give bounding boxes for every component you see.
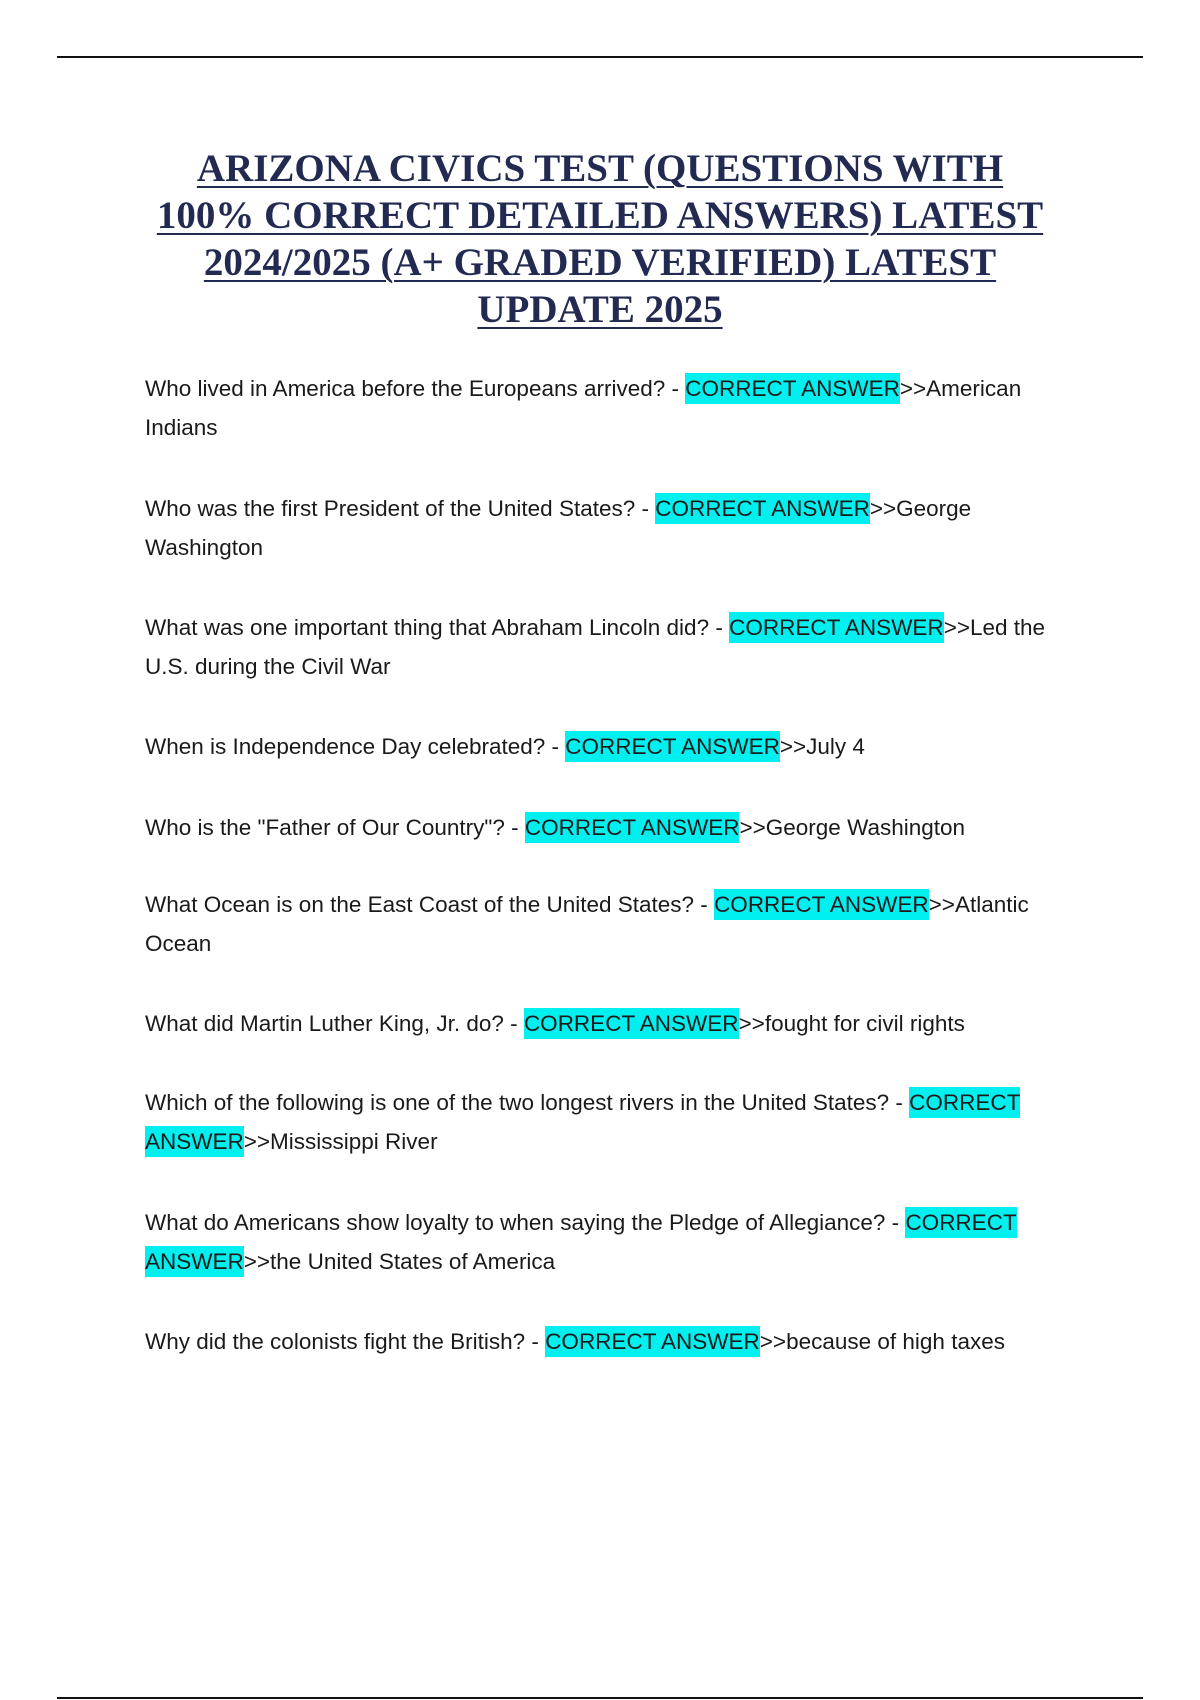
top-rule — [57, 56, 1143, 58]
answer-text: >>American Indians — [145, 376, 1022, 440]
question-text: What was one important thing that Abraham Lincoln did? - — [145, 615, 730, 640]
question-text: Who is the "Father of Our Country"? - — [145, 815, 525, 840]
question-text: Why did the colonists fight the British? - — [145, 1329, 546, 1354]
answer-text: >>July 4 — [779, 734, 865, 759]
correct-answer-highlight: CORRECT ANSWER — [655, 493, 870, 524]
answer-text: >>Led the U.S. during the Civil War — [145, 615, 1046, 679]
answer-text: >>Atlantic Ocean — [145, 892, 1029, 956]
bottom-rule — [57, 1697, 1143, 1699]
qa-item — [145, 489, 1075, 567]
correct-answer-highlight: CORRECT ANSWER — [145, 1207, 1017, 1277]
question-text: What do Americans show loyalty to when saying the Pledge of Allegiance? - — [145, 1210, 906, 1235]
answer-text: >>fought for civil rights — [738, 1011, 965, 1036]
answer-text: >>the United States of America — [243, 1249, 556, 1274]
answer-text: >>Mississippi River — [243, 1129, 438, 1154]
qa-item — [145, 369, 1075, 447]
qa-item — [145, 1322, 1075, 1361]
question-text: Who lived in America before the Europeans arrived? - — [145, 376, 686, 401]
correct-answer-highlight: CORRECT ANSWER — [685, 373, 900, 404]
title-line: 2024/2025 (A+ GRADED VERIFIED) LATEST — [203, 241, 997, 284]
question-text: Which of the following is one of the two longest rivers in the United States? - — [145, 1090, 910, 1115]
correct-answer-highlight: CORRECT ANSWER — [145, 1087, 1020, 1157]
title-line: 100% CORRECT DETAILED ANSWERS) LATEST — [156, 194, 1044, 237]
qa-item — [145, 1083, 1075, 1161]
qa-item — [145, 808, 1075, 847]
correct-answer-highlight: CORRECT ANSWER — [714, 889, 929, 920]
correct-answer-highlight: CORRECT ANSWER — [545, 1326, 760, 1357]
correct-answer-highlight: CORRECT ANSWER — [525, 812, 740, 843]
answer-text: >>because of high taxes — [759, 1329, 1005, 1354]
question-text: What Ocean is on the East Coast of the United States? - — [145, 892, 715, 917]
correct-answer-highlight: CORRECT ANSWER — [729, 612, 944, 643]
qa-item — [145, 727, 1075, 766]
correct-answer-highlight: CORRECT ANSWER — [565, 731, 780, 762]
title-line: ARIZONA CIVICS TEST (QUESTIONS WITH — [196, 147, 1004, 190]
document-title — [120, 145, 1080, 333]
question-text: When is Independence Day celebrated? - — [145, 734, 566, 759]
qa-item — [145, 1004, 1075, 1043]
title-line: UPDATE 2025 — [477, 288, 723, 331]
qa-item — [145, 608, 1075, 686]
qa-item — [145, 885, 1075, 963]
answer-text: >>George Washington — [739, 815, 966, 840]
qa-item — [145, 1203, 1075, 1281]
question-text: Who was the first President of the United States? - — [145, 496, 656, 521]
question-text: What did Martin Luther King, Jr. do? - — [145, 1011, 524, 1036]
correct-answer-highlight: CORRECT ANSWER — [524, 1008, 739, 1039]
answer-text: >>George Washington — [145, 496, 972, 560]
